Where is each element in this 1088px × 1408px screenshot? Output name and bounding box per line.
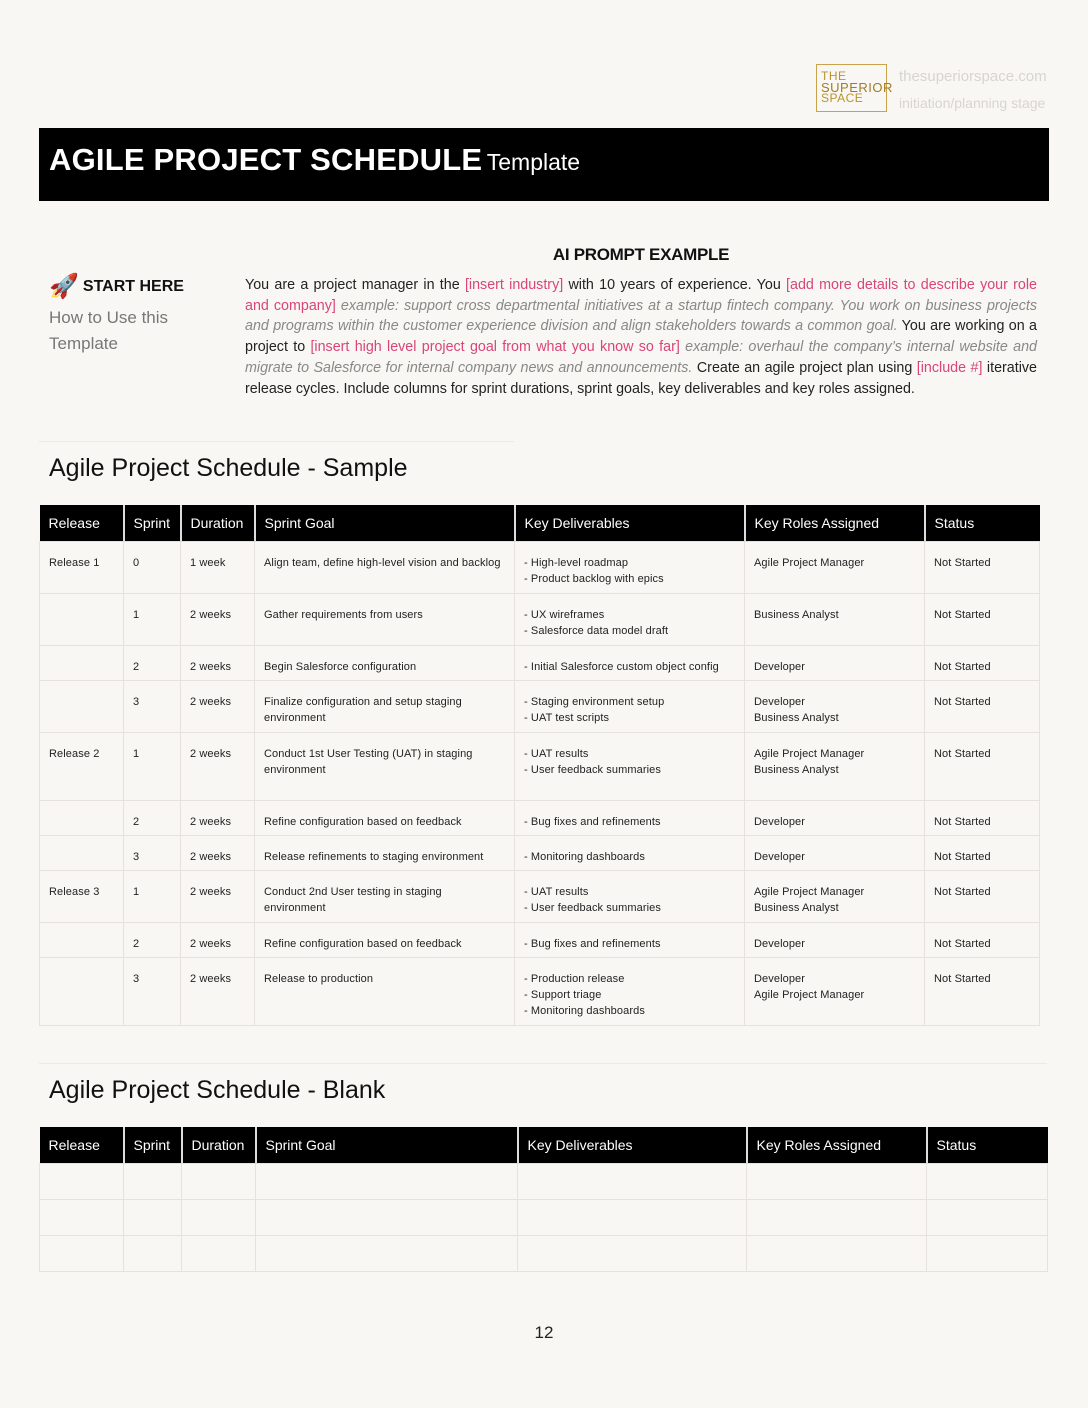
column-header: Sprint <box>124 1127 182 1163</box>
cell-release <box>40 957 124 1025</box>
cell-deliverables <box>515 800 745 835</box>
cell-line: - UAT results <box>524 885 589 898</box>
cell-goal <box>255 732 515 800</box>
empty-cell[interactable] <box>256 1199 518 1235</box>
logo-line: SUPERIOR <box>821 80 893 95</box>
cell-goal <box>255 593 515 645</box>
cell-sprint: 3 <box>124 957 181 1025</box>
empty-cell[interactable] <box>124 1199 182 1235</box>
cell-line: Finalize configuration and setup staging <box>264 695 462 708</box>
cell-roles <box>745 680 925 732</box>
column-header: Sprint Goal <box>256 1127 518 1163</box>
cell-line: - Support triage <box>524 988 602 1001</box>
cell-status: Not Started <box>925 800 1040 835</box>
logo-line: THE <box>821 69 847 83</box>
stage-label: initiation/planning stage <box>899 95 1046 111</box>
cell-status: Not Started <box>925 835 1040 870</box>
cell-line: - Staging environment setup <box>524 695 665 708</box>
cell-line: Agile Project Manager <box>754 885 865 898</box>
page-number: 12 <box>534 1323 554 1342</box>
empty-cell[interactable] <box>927 1163 1048 1199</box>
cell-release <box>40 835 124 870</box>
column-header: Sprint <box>124 505 181 541</box>
cell-sprint: 3 <box>124 835 181 870</box>
empty-cell[interactable] <box>927 1235 1048 1271</box>
table-row <box>40 645 1040 680</box>
cell-line: Agile Project Manager <box>754 747 865 760</box>
cell-roles <box>745 922 925 957</box>
cell-deliverables <box>515 835 745 870</box>
column-header: Sprint Goal <box>255 505 515 541</box>
cell-line: Developer <box>754 695 806 708</box>
cell-deliverables <box>515 922 745 957</box>
prompt-text: You are working on a project to <box>245 318 1037 356</box>
empty-cell[interactable] <box>124 1235 182 1271</box>
cell-line: Developer <box>754 815 806 828</box>
prompt-text: with 10 years of experience. You <box>563 277 787 293</box>
cell-release <box>40 922 124 957</box>
cell-roles <box>745 645 925 680</box>
cell-sprint: 0 <box>124 541 181 593</box>
cell-deliverables <box>515 957 745 1025</box>
start-here-label: START HERE <box>82 277 184 295</box>
cell-status: Not Started <box>925 541 1040 593</box>
cell-goal <box>255 680 515 732</box>
cell-roles <box>745 541 925 593</box>
cell-line: - Production release <box>524 972 625 985</box>
cell-release: Release 2 <box>40 732 124 800</box>
cell-line: Release to production <box>264 972 374 985</box>
divider <box>39 441 514 442</box>
prompt-placeholder: [include #] <box>916 359 983 376</box>
cell-line: Business Analyst <box>754 901 839 914</box>
cell-roles <box>745 835 925 870</box>
column-header: Duration <box>181 505 255 541</box>
cell-roles <box>745 593 925 645</box>
logo-line: SPACE <box>821 91 864 105</box>
sample-section-title: Agile Project Schedule - Sample <box>49 454 408 482</box>
cell-goal <box>255 835 515 870</box>
cell-sprint: 1 <box>124 593 181 645</box>
cell-line: - Monitoring dashboards <box>524 850 645 863</box>
cell-line: - High-level roadmap <box>524 556 629 569</box>
cell-status: Not Started <box>925 870 1040 922</box>
cell-deliverables <box>515 732 745 800</box>
table-row <box>40 800 1040 835</box>
blank-section-title: Agile Project Schedule - Blank <box>49 1076 386 1104</box>
cell-sprint: 2 <box>124 922 181 957</box>
cell-duration: 2 weeks <box>181 593 255 645</box>
column-header: Status <box>927 1127 1048 1163</box>
cell-duration: 2 weeks <box>181 870 255 922</box>
cell-deliverables <box>515 593 745 645</box>
cell-line: Align team, define high-level vision and backlog <box>264 556 501 569</box>
column-header: Key Roles Assigned <box>745 505 925 541</box>
table-row <box>40 1199 1048 1235</box>
how-to-use-link[interactable]: How to Use this Template <box>49 308 169 353</box>
blank-schedule-table <box>39 1127 1048 1272</box>
rocket-icon: 🚀 <box>49 273 79 300</box>
table-row <box>40 957 1040 1025</box>
cell-line: Agile Project Manager <box>754 988 865 1001</box>
cell-line: - User feedback summaries <box>524 763 661 776</box>
table-row <box>40 870 1040 922</box>
cell-line: - Salesforce data model draft <box>524 624 669 637</box>
cell-line: Refine configuration based on feedback <box>264 937 462 950</box>
prompt-text: You are a project manager in the <box>245 277 465 293</box>
cell-deliverables <box>515 680 745 732</box>
title-banner <box>39 128 1049 201</box>
cell-duration: 2 weeks <box>181 645 255 680</box>
empty-cell[interactable] <box>40 1235 124 1271</box>
column-header: Status <box>925 505 1040 541</box>
cell-status: Not Started <box>925 922 1040 957</box>
cell-line: Developer <box>754 972 806 985</box>
cell-line: Gather requirements from users <box>264 608 423 621</box>
empty-cell[interactable] <box>182 1163 256 1199</box>
cell-status: Not Started <box>925 645 1040 680</box>
cell-sprint: 1 <box>124 870 181 922</box>
cell-duration: 2 weeks <box>181 922 255 957</box>
brand-logo <box>816 64 893 112</box>
cell-release <box>40 593 124 645</box>
cell-roles <box>745 732 925 800</box>
table-row <box>40 732 1040 800</box>
column-header: Release <box>40 1127 124 1163</box>
cell-release <box>40 680 124 732</box>
cell-goal <box>255 870 515 922</box>
cell-sprint: 2 <box>124 645 181 680</box>
empty-cell[interactable] <box>518 1163 747 1199</box>
cell-line: Agile Project Manager <box>754 556 865 569</box>
cell-goal <box>255 541 515 593</box>
empty-cell[interactable] <box>747 1163 927 1199</box>
column-header: Key Deliverables <box>515 505 745 541</box>
sample-schedule-table <box>39 505 1040 1026</box>
empty-cell[interactable] <box>747 1235 927 1271</box>
cell-release <box>40 645 124 680</box>
cell-release: Release 3 <box>40 870 124 922</box>
cell-status: Not Started <box>925 957 1040 1025</box>
empty-cell[interactable] <box>518 1235 747 1271</box>
empty-cell[interactable] <box>182 1235 256 1271</box>
cell-line: Business Analyst <box>754 608 839 621</box>
cell-line: - Initial Salesforce custom object config <box>524 660 719 673</box>
prompt-text: iterative release cycles. Include columns for sprint durations, sprint goals, key deliverables and key roles assigned. <box>245 359 1037 397</box>
empty-cell[interactable] <box>182 1199 256 1235</box>
cell-line: Refine configuration based on feedback <box>264 815 462 828</box>
empty-cell[interactable] <box>124 1163 182 1199</box>
cell-line: - UX wireframes <box>524 608 605 621</box>
empty-cell[interactable] <box>927 1199 1048 1235</box>
cell-release <box>40 800 124 835</box>
cell-line: - UAT results <box>524 747 589 760</box>
cell-line: - User feedback summaries <box>524 901 661 914</box>
prompt-body <box>245 275 1037 399</box>
cell-duration: 2 weeks <box>181 835 255 870</box>
cell-duration: 2 weeks <box>181 732 255 800</box>
cell-status: Not Started <box>925 732 1040 800</box>
prompt-text: Create an agile project plan using <box>692 359 917 376</box>
page-subtitle: Template <box>486 149 581 175</box>
cell-line: Developer <box>754 660 806 673</box>
cell-goal <box>255 922 515 957</box>
cell-line: Business Analyst <box>754 711 839 724</box>
cell-deliverables <box>515 541 745 593</box>
cell-line: Release refinements to staging environment <box>264 850 484 863</box>
cell-roles <box>745 957 925 1025</box>
empty-cell[interactable] <box>40 1199 124 1235</box>
table-row <box>40 922 1040 957</box>
cell-sprint: 3 <box>124 680 181 732</box>
table-row <box>40 593 1040 645</box>
cell-deliverables <box>515 870 745 922</box>
cell-line: - Monitoring dashboards <box>524 1004 645 1017</box>
prompt-placeholder: [insert industry] <box>464 277 564 293</box>
empty-cell[interactable] <box>747 1199 927 1235</box>
cell-line: Conduct 2nd User testing in staging environment <box>264 885 442 914</box>
cell-sprint: 2 <box>124 800 181 835</box>
cell-duration: 2 weeks <box>181 957 255 1025</box>
page-title: AGILE PROJECT SCHEDULE <box>49 142 483 177</box>
divider <box>39 1063 1047 1064</box>
prompt-placeholder: [add more details to describe your role and company] <box>245 277 1037 314</box>
start-here-panel <box>49 272 239 357</box>
cell-sprint: 1 <box>124 732 181 800</box>
cell-line: Developer <box>754 937 806 950</box>
column-header: Key Deliverables <box>518 1127 747 1163</box>
table-row <box>40 835 1040 870</box>
column-header: Release <box>40 505 124 541</box>
prompt-example: example: overhaul the company’s internal website and migrate to Salesforce for internal company news and announcements. <box>245 339 1037 376</box>
cell-goal <box>255 800 515 835</box>
cell-status: Not Started <box>925 680 1040 732</box>
table-row <box>40 541 1040 593</box>
cell-line: environment <box>264 763 326 776</box>
cell-roles <box>745 800 925 835</box>
table-row <box>40 1163 1048 1199</box>
column-header: Key Roles Assigned <box>747 1127 927 1163</box>
prompt-title: AI PROMPT EXAMPLE <box>552 245 730 264</box>
cell-duration: 2 weeks <box>181 800 255 835</box>
empty-cell[interactable] <box>518 1199 747 1235</box>
empty-cell[interactable] <box>256 1235 518 1271</box>
column-header: Duration <box>182 1127 256 1163</box>
cell-goal <box>255 957 515 1025</box>
cell-line: - UAT test scripts <box>524 711 610 724</box>
table-row <box>40 1235 1048 1271</box>
cell-roles <box>745 870 925 922</box>
cell-status: Not Started <box>925 593 1040 645</box>
cell-line: Developer <box>754 850 806 863</box>
site-url[interactable]: thesuperiorspace.com <box>899 68 1047 85</box>
cell-line: Conduct 1st User Testing (UAT) in staging <box>264 747 473 760</box>
prompt-example: example: support cross departmental initiatives at a startup fintech company. You work on business projects and programs within the customer experience division and align stakeholders towards a common goal. <box>245 297 1038 335</box>
prompt-placeholder: [insert high level project goal from what you know so far] <box>310 339 680 356</box>
cell-release: Release 1 <box>40 541 124 593</box>
cell-goal <box>255 645 515 680</box>
cell-line: Business Analyst <box>754 763 839 776</box>
cell-deliverables <box>515 645 745 680</box>
cell-line: Begin Salesforce configuration <box>264 660 417 673</box>
cell-line: - Product backlog with epics <box>524 572 664 585</box>
table-row <box>40 680 1040 732</box>
cell-line: - Bug fixes and refinements <box>524 937 661 950</box>
empty-cell[interactable] <box>40 1163 124 1199</box>
cell-line: - Bug fixes and refinements <box>524 815 661 828</box>
cell-duration: 1 week <box>181 541 255 593</box>
cell-duration: 2 weeks <box>181 680 255 732</box>
empty-cell[interactable] <box>256 1163 518 1199</box>
cell-line: environment <box>264 711 326 724</box>
